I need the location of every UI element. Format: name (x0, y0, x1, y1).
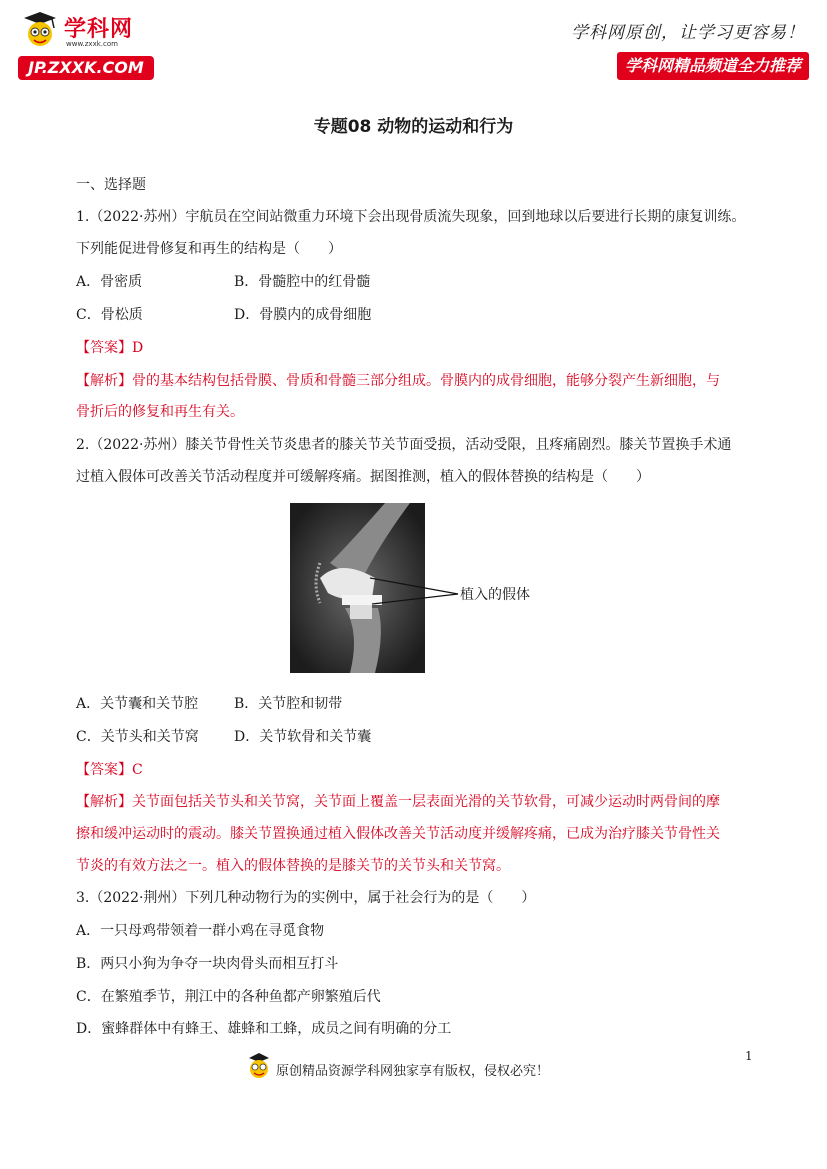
logo-badge[interactable]: JP.ZXXK.COM (18, 56, 154, 80)
figure-label: 植入的假体 (460, 587, 530, 603)
q1-option-c: C．骨松质 (76, 307, 143, 323)
footer-mascot-icon (244, 1052, 274, 1082)
q2-option-b: B．关节腔和韧带 (234, 696, 343, 712)
q2-analysis-line1: 【解析】关节面包括关节头和关节窝，关节面上覆盖一层表面光滑的关节软骨，可减少运动时两骨间的摩 (76, 794, 720, 810)
q2-stem-line1: 2.（2022·苏州）膝关节骨性关节炎患者的膝关节关节面受损，活动受限，且疼痛剧烈。膝关节置换手术通 (76, 437, 732, 453)
recommend-badge: 学科网精品频道全力推荐 (617, 52, 809, 80)
q3-option-d: D．蜜蜂群体中有蜂王、雄蜂和工蜂，成员之间有明确的分工 (76, 1021, 452, 1037)
logo-url: www.zxxk.com (66, 40, 118, 48)
q2-option-d: D．关节软骨和关节囊 (234, 729, 372, 745)
footer-copyright: 原创精品资源学科网独家享有版权，侵权必究！ (276, 1064, 550, 1079)
q2-analysis-line3: 节炎的有效方法之一。植入的假体替换的是膝关节的关节头和关节窝。 (76, 858, 510, 874)
mascot-icon (16, 10, 60, 54)
q2-stem-line2: 过植入假体可改善关节活动程度并可缓解疼痛。据图推测，植入的假体替换的结构是（ ） (76, 469, 650, 485)
q1-option-b: B．骨髓腔中的红骨髓 (234, 274, 371, 290)
q3-option-c: C．在繁殖季节，荆江中的各种鱼都产卵繁殖后代 (76, 989, 381, 1005)
q1-option-a: A．骨密质 (76, 274, 143, 290)
q1-stem-line1: 1.（2022·苏州）宇航员在空间站微重力环境下会出现骨质流失现象，回到地球以后要进行长期的康复训练。 (76, 209, 746, 225)
logo-text: 学科网 (64, 17, 134, 42)
q2-answer: 【答案】C (76, 762, 143, 778)
page-title: 专题08 动物的运动和行为 (313, 117, 514, 137)
figure-pointer-lines (360, 570, 460, 610)
q1-option-d: D．骨膜内的成骨细胞 (234, 307, 372, 323)
section-heading: 一、选择题 (76, 177, 146, 193)
q2-analysis-line2: 擦和缓冲运动时的震动。膝关节置换通过植入假体改善关节活动度并缓解疼痛，已成为治疗膝关节骨性关 (76, 826, 720, 842)
q1-analysis-line1: 【解析】骨的基本结构包括骨膜、骨质和骨髓三部分组成。骨膜内的成骨细胞，能够分裂产生新细胞，与 (76, 373, 720, 389)
brand-logo[interactable] (14, 10, 159, 84)
header-slogan: 学科网原创，让学习更容易！ (571, 23, 805, 43)
q1-answer: 【答案】D (76, 340, 144, 356)
q2-option-c: C．关节头和关节窝 (76, 729, 199, 745)
q1-stem-line2: 下列能促进骨修复和再生的结构是（ ） (76, 241, 342, 257)
q3-option-a: A．一只母鸡带领着一群小鸡在寻觅食物 (76, 923, 325, 939)
q3-stem: 3.（2022·荆州）下列几种动物行为的实例中，属于社会行为的是（ ） (76, 890, 536, 906)
page-number: 1 (745, 1049, 753, 1063)
q3-option-b: B．两只小狗为争夺一块肉骨头而相互打斗 (76, 956, 339, 972)
q1-analysis-line2: 骨折后的修复和再生有关。 (76, 404, 244, 420)
q2-option-a: A．关节囊和关节腔 (76, 696, 199, 712)
